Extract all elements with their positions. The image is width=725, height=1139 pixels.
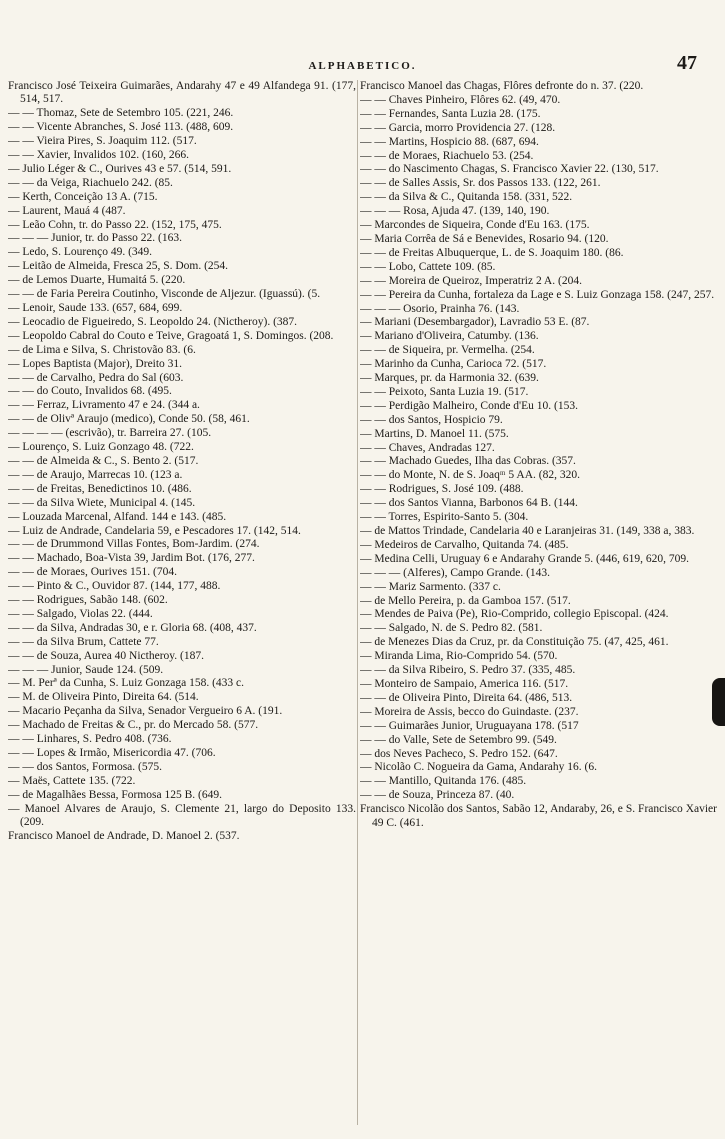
directory-entry: Francisco Nicolão dos Santos, Sabão 12, Andaraby, 26, e S. Francisco Xavier 49 C. (461. [360,803,717,829]
directory-entry: — Leocadio de Figueiredo, S. Leopoldo 24. (Nictheroy). (387. [8,315,298,328]
directory-entry: — Leopoldo Cabral do Couto e Teive, Gragoatá 1, S. Domingos. (208. [8,329,334,342]
directory-entry: — — da Silva & C., Quitanda 158. (331, 522. [360,191,573,204]
directory-entry: — — Salgado, N. de S. Pedro 82. (581. [360,622,543,635]
directory-entry: — — dos Santos, Hospicio 79. [360,413,503,426]
directory-entry: — de Magalhães Bessa, Formosa 125 B. (649. [8,788,222,801]
directory-entry: — — de Souza, Aurea 40 Nictheroy. (187. [8,649,204,662]
directory-entry: — Medeiros de Carvalho, Quitanda 74. (485. [360,538,569,551]
directory-entry: — Nicolão C. Nogueira da Gama, Andarahy 16. (6. [360,761,597,774]
directory-entry: — Luiz de Andrade, Candelaria 59, e Pescadores 17. (142, 514. [8,524,301,537]
directory-entry: Francisco Manoel das Chagas, Flôres defronte do n. 37. (220. [360,80,644,92]
directory-entry: — — de Olivª Araujo (medico), Conde 50. (58, 461. [8,413,250,426]
directory-entry: — Kerth, Conceição 13 A. (715. [8,190,158,203]
directory-entry: — — de Souza, Princeza 87. (40. [360,789,515,802]
directory-entry: — Maria Corrêa de Sá e Benevides, Rosario 94. (120. [360,232,609,245]
directory-entry: — — da Silva Ribeiro, S. Pedro 37. (335, 485. [360,664,576,677]
directory-entry: — — de Araujo, Marrecas 10. (123 a. [8,468,183,481]
running-title: ALPHABETICO. [308,60,417,72]
directory-entry: — Julio Léger & C., Ourives 43 e 57. (514, 591. [8,162,232,175]
directory-entry: — Lourenço, S. Luiz Gonzago 48. (722. [8,441,194,454]
directory-entry: — — da Silva, Andradas 30, e r. Gloria 68. (408, 437. [8,621,257,634]
directory-entry: — Lopes Baptista (Major), Dreito 31. [8,357,183,370]
directory-entry: — Ledo, S. Lourenço 49. (349. [8,246,153,259]
directory-entry: — Martins, D. Manoel 11. (575. [360,427,509,440]
directory-entry: — dos Neves Pacheco, S. Pedro 152. (647. [360,747,558,760]
directory-entry: — — Rodrigues, Sabão 148. (602. [8,594,168,607]
directory-entry: — — Guimarães Junior, Uruguayana 178. (517 [360,719,579,732]
page-number: 47 [677,52,697,74]
column-divider [357,80,358,1125]
directory-entry: — — Fernandes, Santa Luzia 28. (175. [360,107,541,120]
directory-entry: — — Peixoto, Santa Luzia 19. (517. [360,385,529,398]
directory-entry: — — Linhares, S. Pedro 408. (736. [8,733,172,746]
directory-entry: — — da Silva Wiete, Municipal 4. (145. [8,496,196,509]
left-column [8,80,356,1132]
directory-entry: — — — (Alferes), Campo Grande. (143. [360,566,551,579]
directory-entry: — Leão Cohn, tr. do Passo 22. (152, 175, 475. [8,218,222,231]
directory-entry: — — — — (escrivão), tr. Barreira 27. (105. [8,427,212,440]
directory-entry: Francisco Manoel de Andrade, D. Manoel 2. (537. [8,829,240,842]
directory-entry: — — de Faria Pereira Coutinho, Visconde de Aljezur. (Iguassú). (5. [8,288,321,301]
directory-entry: — — Machado, Boa-Vista 39, Jardim Bot. (176, 277. [8,552,255,565]
directory-entry: — — de Siqueira, pr. Vermelha. (254. [360,344,535,357]
directory-entry: — de Mello Pereira, p. da Gamboa 157. (517. [360,594,571,607]
directory-entry: — — de Almeida & C., S. Bento 2. (517. [8,454,199,467]
directory-entry: — — Mariz Sarmento. (337 c. [360,580,501,593]
right-column [360,80,717,1132]
directory-entry: — — Lobo, Cattete 109. (85. [360,260,496,273]
directory-entry: — Maës, Cattete 135. (722. [8,774,136,787]
directory-entry: — — de Moraes, Riachuelo 53. (254. [360,149,534,162]
directory-entry: Francisco José Teixeira Guimarães, Andarahy 47 e 49 Alfandega 91. (177, 514, 517. [8,80,356,106]
directory-entry: — de Lima e Silva, S. Christovão 83. (6. [8,343,196,356]
directory-entry: — — Mantillo, Quitanda 176. (485. [360,775,527,788]
directory-entry: — — Torres, Espirito-Santo 5. (304. [360,511,529,524]
directory-entry: — — da Veiga, Riachuelo 242. (85. [8,176,173,189]
directory-entry: — — Ferraz, Livramento 47 e 24. (344 a. [8,399,200,412]
directory-entry: — — Xavier, Invalidos 102. (160, 266. [8,149,189,162]
directory-entry: — — de Moraes, Ourives 151. (704. [8,566,177,579]
directory-entry: — Miranda Lima, Rio-Comprido 54. (570. [360,650,558,663]
directory-entry: — de Lemos Duarte, Humaitá 5. (220. [8,274,186,287]
directory-entry: — — de Drummond Villas Fontes, Bom-Jardim. (274. [8,538,260,551]
directory-entry: — Mariani (Desembargador), Lavradio 53 E. (87. [360,316,590,329]
directory-entry: — — Lopes & Irmão, Misericordia 47. (706. [8,747,216,759]
directory-entry: — — do Monte, N. de S. Joaqᵐ 5 AA. (82, 320. [360,469,580,482]
directory-entry: — Leitão de Almeida, Fresca 25, S. Dom. (254. [8,260,229,273]
directory-entry: — Mariano d'Oliveira, Catumby. (136. [360,330,539,343]
directory-entry: — Mendes de Paiva (Pe), Rio-Comprido, collegio Episcopal. (424. [360,608,669,621]
directory-entry: — Monteiro de Sampaio, America 116. (517. [360,677,569,690]
directory-entry: — de Menezes Dias da Cruz, pr. da Constituição 75. (47, 425, 461. [360,636,669,649]
directory-entry: — M. de Oliveira Pinto, Direita 64. (514. [8,691,199,704]
directory-entry: — Machado de Freitas & C., pr. do Mercado 58. (577. [8,719,259,732]
directory-entry: — M. Perª da Cunha, S. Luiz Gonzaga 158. (433 c. [8,677,245,690]
directory-entry: — Moreira de Assis, becco do Guindaste. (237. [360,705,579,718]
directory-entry: — — Pereira da Cunha, fortaleza da Lage e S. Luiz Gonzaga 158. (247, 257. [360,288,715,301]
directory-entry: — — — Rosa, Ajuda 47. (139, 140, 190. [360,205,550,218]
ink-blot-edge [712,678,725,726]
directory-entry: — — de Salles Assis, Sr. dos Passos 133. (122, 261. [360,177,601,190]
directory-entry: — — de Carvalho, Pedra do Sal (603. [8,371,184,384]
directory-entry: — Marinho da Cunha, Carioca 72. (517. [360,358,547,371]
directory-entry: — Manoel Alvares de Araujo, S. Clemente 21, largo do Deposito 133. (209. [8,802,356,829]
directory-entry: — — Rodrigues, S. José 109. (488. [360,483,524,496]
directory-entry: — Marcondes de Siqueira, Conde d'Eu 163. (175. [360,219,590,232]
directory-entry: — — Chaves, Andradas 127. [360,441,495,454]
directory-entry: — — — Junior, tr. do Passo 22. (163. [8,232,182,245]
page-header [0,52,725,80]
directory-entry: — Louzada Marcenal, Alfand. 144 e 143. (485. [8,510,227,523]
directory-entry: — — Salgado, Violas 22. (444. [8,607,153,620]
directory-entry: — — Chaves Pinheiro, Flôres 62. (49, 470. [360,93,561,106]
directory-entry: — — de Oliveira Pinto, Direita 64. (486, 513. [360,691,573,704]
directory-entry: — — — Osorio, Prainha 76. (143. [360,302,520,315]
directory-entry: — — Martins, Hospicio 88. (687, 694. [360,135,539,148]
directory-entry: — — Thomaz, Sete de Setembro 105. (221, 246. [8,107,234,120]
directory-entry: — Lenoir, Saude 133. (657, 684, 699. [8,302,183,314]
directory-entry: — Macario Peçanha da Silva, Senador Vergueiro 6 A. (191. [8,705,283,718]
directory-entry: — — dos Santos, Formosa. (575. [8,760,162,773]
directory-entry: — — dos Santos Vianna, Barbonos 64 B. (144. [360,497,578,510]
directory-entry: — — Moreira de Queiroz, Imperatriz 2 A. (204. [360,274,582,287]
directory-entry: — Laurent, Mauá 4 (487. [8,204,126,217]
directory-entry: — — da Silva Brum, Cattete 77. [8,635,159,648]
directory-entry: — — de Freitas, Benedictinos 10. (486. [8,482,192,495]
directory-entry: — Marques, pr. da Harmonia 32. (639. [360,372,539,385]
directory-entry: — Medina Celli, Uruguay 6 e Andarahy Grande 5. (446, 619, 620, 709. [360,552,689,565]
directory-entry: — — do Nascimento Chagas, S. Francisco Xavier 22. (130, 517. [360,163,659,176]
directory-entry: — — do Valle, Sete de Setembro 99. (549. [360,733,557,746]
directory-entry: — de Mattos Trindade, Candelaria 40 e Laranjeiras 31. (149, 338 a, 383. [360,525,695,537]
directory-entry: — — Vieira Pires, S. Joaquim 112. (517. [8,135,197,148]
directory-entry: — — do Couto, Invalidos 68. (495. [8,385,172,398]
directory-entry: — — de Freitas Albuquerque, L. de S. Joaquim 180. (86. [360,246,624,259]
directory-entry: — — — Junior, Saude 124. (509. [8,663,164,676]
directory-entry: — — Perdigão Malheiro, Conde d'Eu 10. (153. [360,399,578,412]
directory-entry: — — Pinto & C., Ouvidor 87. (144, 177, 488. [8,580,221,593]
directory-entry: — — Garcia, morro Providencia 27. (128. [360,121,556,134]
directory-entry: — — Vicente Abranches, S. José 113. (488, 609. [8,121,234,134]
directory-entry: — — Machado Guedes, Ilha das Cobras. (357. [360,455,576,468]
